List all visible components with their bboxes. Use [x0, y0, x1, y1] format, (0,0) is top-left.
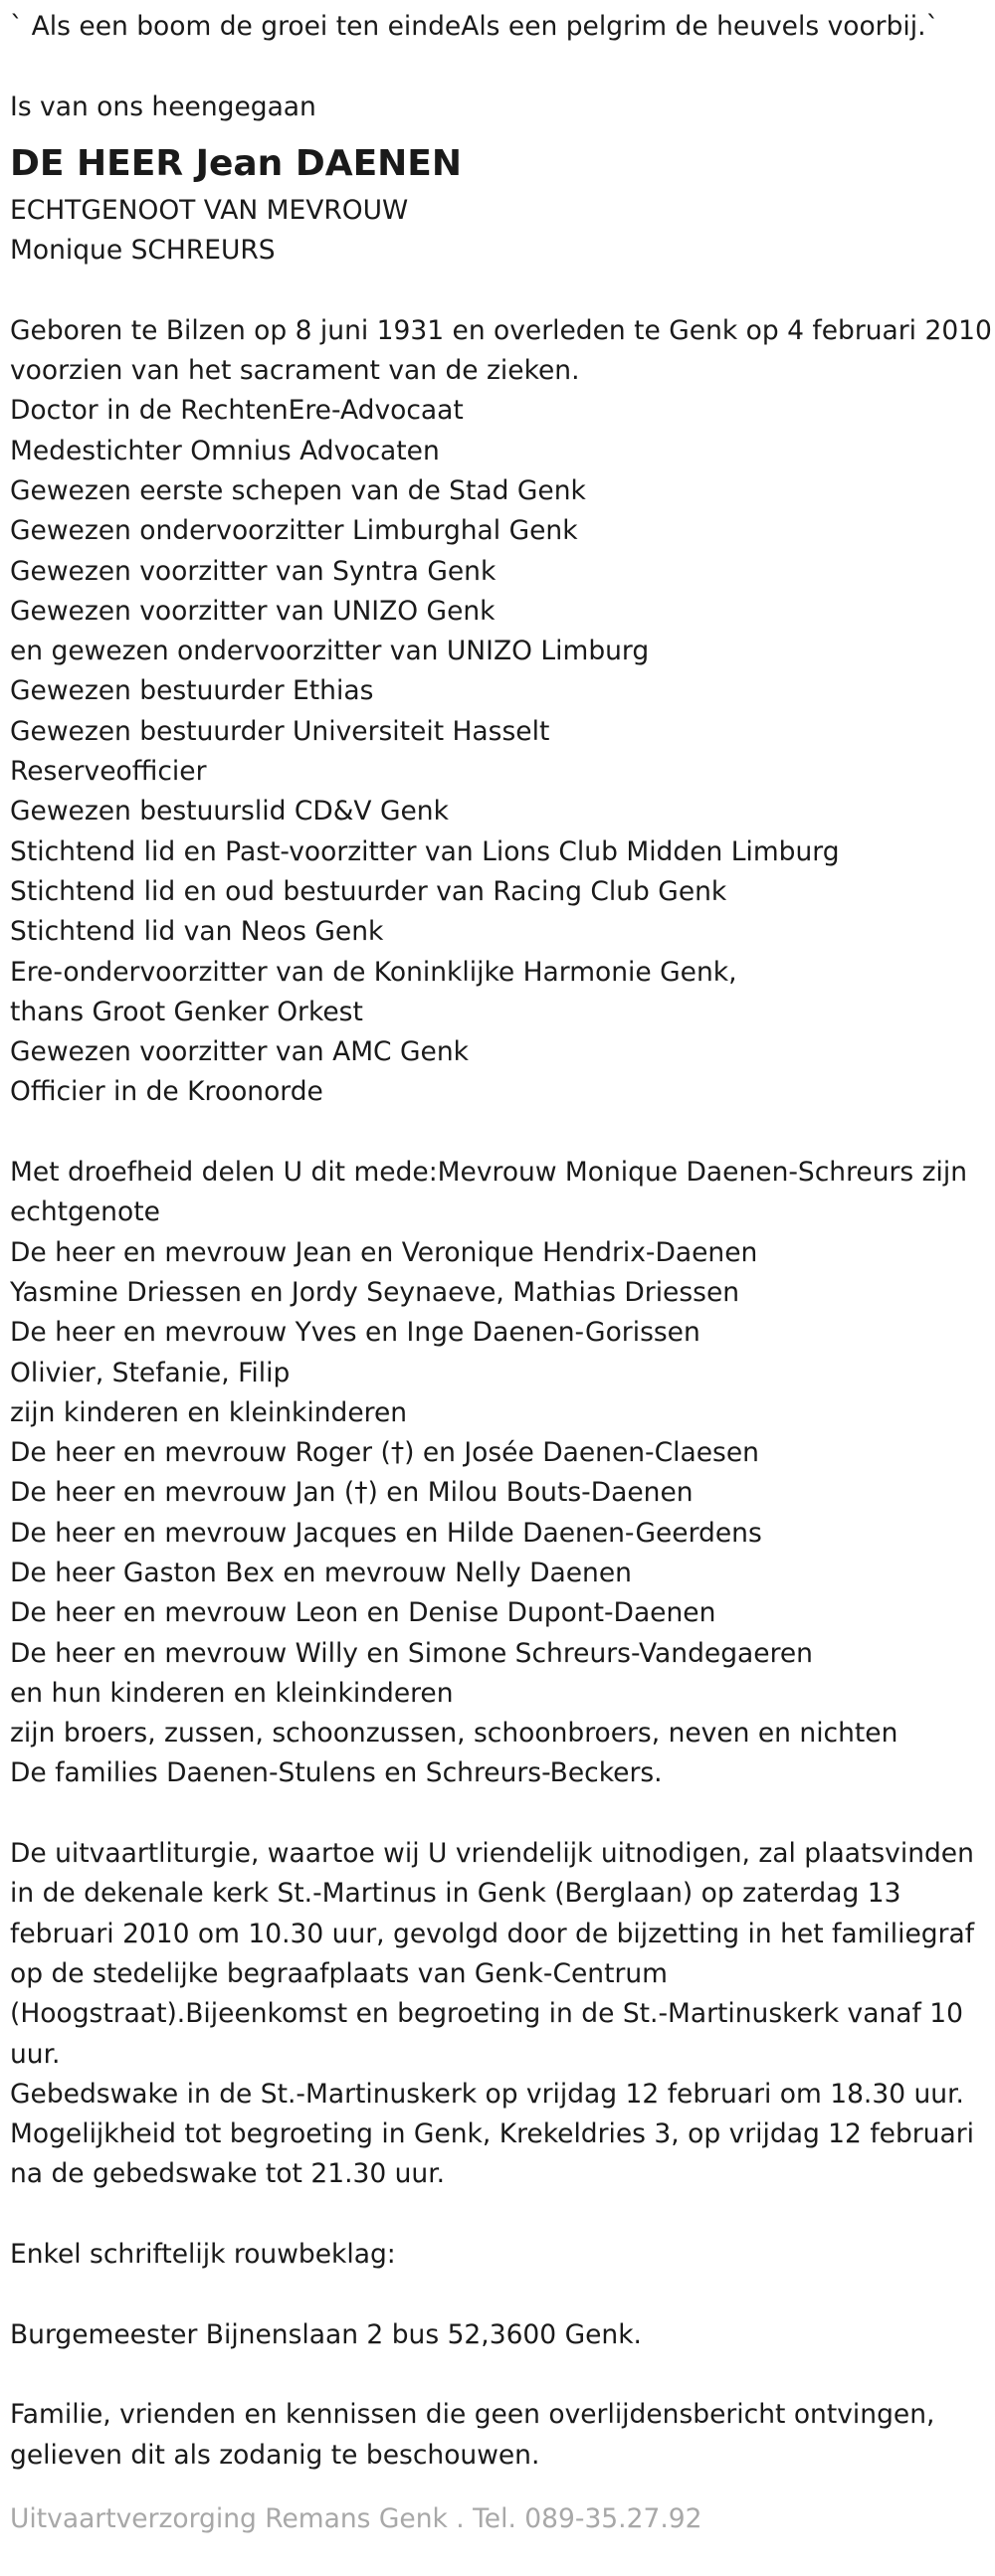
spacer [10, 2355, 990, 2395]
family-line: Yasmine Driessen en Jordy Seynaeve, Mathias Driessen [10, 1276, 740, 1308]
spouse-title: ECHTGENOOT VAN MEVROUW [10, 194, 409, 226]
condolence-label: Enkel schriftelijk rouwbeklag: [10, 2239, 396, 2271]
family-line: De heer Gaston Bex en mevrouw Nelly Daenen [10, 1557, 632, 1588]
obituary-notice [10, 0, 990, 2539]
opening-quote: ` Als een boom de groei ten eindeAls een pelgrim de heuvels voorbij.` [10, 11, 939, 42]
bio-line: Stichtend lid en oud bestuurder van Racing Club Genk [10, 875, 727, 907]
family-line: Met droefheid delen U dit mede:Mevrouw Monique Daenen-Schreurs zijn [10, 1157, 968, 1189]
family-line: De heer en mevrouw Roger (†) en Josée Daenen-Claesen [10, 1437, 759, 1469]
bio-line: Stichtend lid en Past-voorzitter van Lions Club Midden Limburg [10, 835, 840, 867]
service-line: (Hoogstraat).Bijeenkomst en begroeting in de St.-Martinuskerk vanaf 10 [10, 1998, 963, 2030]
deceased-name: DE HEER Jean DAENEN [10, 142, 463, 184]
service-line: Mogelijkheid tot begroeting in Genk, Krekeldries 3, op vrijdag 12 februari [10, 2118, 974, 2150]
closing-line: Familie, vrienden en kennissen die geen overlijdensbericht ontvingen, [10, 2399, 935, 2431]
spacer [10, 2275, 990, 2314]
bio-line: Gewezen voorzitter van Syntra Genk [10, 555, 497, 587]
family-line: De heer en mevrouw Jan (†) en Milou Bouts-Daenen [10, 1477, 694, 1509]
bio-line: Officier in de Kroonorde [10, 1076, 323, 1108]
bio-line: Gewezen ondervoorzitter Limburghal Genk [10, 515, 578, 547]
service-line: in de dekenale kerk St.-Martinus in Genk (Berglaan) op zaterdag 13 [10, 1878, 901, 1910]
spouse-name: Monique SCHREURS [10, 235, 276, 267]
service-section [10, 1834, 990, 2195]
closing-section [10, 2395, 990, 2476]
intro-text: Is van ons heengegaan [10, 91, 316, 122]
bio-line: Gewezen bestuurder Ethias [10, 675, 374, 707]
family-line: De heer en mevrouw Jean en Veronique Hendrix-Daenen [10, 1236, 758, 1268]
condolence-address: Burgemeester Bijnenslaan 2 bus 52,3600 Genk. [10, 2318, 642, 2350]
service-line: na de gebedswake tot 21.30 uur. [10, 2158, 446, 2190]
bio-line: Stichtend lid van Neos Genk [10, 916, 384, 948]
bio-line: Gewezen bestuurslid CD&V Genk [10, 796, 449, 828]
family-line: Olivier, Stefanie, Filip [10, 1357, 291, 1388]
bio-line: Gewezen bestuurder Universiteit Hasselt [10, 715, 550, 747]
family-line: zijn broers, zussen, schoonzussen, schoonbroers, neven en nichten [10, 1718, 898, 1749]
bio-line: Gewezen voorzitter van UNIZO Genk [10, 595, 496, 627]
closing-line: gelieven dit als zodanig te beschouwen. [10, 2439, 540, 2471]
spacer [10, 1113, 990, 1153]
spacer [10, 47, 990, 87]
family-line: echtgenote [10, 1196, 160, 1228]
bio-line: voorzien van het sacrament van de zieken. [10, 355, 580, 387]
service-line: uur. [10, 2038, 61, 2070]
bio-line: Medestichter Omnius Advocaten [10, 435, 440, 466]
family-line: De heer en mevrouw Leon en Denise Dupont-Daenen [10, 1597, 716, 1629]
service-line: De uitvaartliturgie, waartoe wij U vriendelijk uitnodigen, zal plaatsvinden [10, 1838, 974, 1870]
bio-line: Gewezen eerste schepen van de Stad Genk [10, 474, 586, 506]
family-section [10, 1153, 990, 1794]
family-line: De heer en mevrouw Yves en Inge Daenen-Gorissen [10, 1317, 700, 1349]
family-line: en hun kinderen en kleinkinderen [10, 1677, 454, 1709]
bio-line: Gewezen voorzitter van AMC Genk [10, 1036, 469, 1068]
spacer [10, 2195, 990, 2235]
bio-line: thans Groot Genker Orkest [10, 996, 363, 1027]
bio-line: Geboren te Bilzen op 8 juni 1931 en overleden te Genk op 4 februari 2010 [10, 314, 992, 346]
bio-line: Ere-ondervoorzitter van de Koninklijke Harmonie Genk, [10, 956, 737, 988]
funeral-home-footer: Uitvaartverzorging Remans Genk . Tel. 089-35.27.92 [10, 2502, 702, 2534]
service-line: Gebedswake in de St.-Martinuskerk op vrijdag 12 februari om 18.30 uur. [10, 2078, 964, 2110]
family-line: De families Daenen-Stulens en Schreurs-Beckers. [10, 1757, 663, 1789]
family-line: De heer en mevrouw Willy en Simone Schreurs-Vandegaeren [10, 1637, 813, 1669]
bio-line: en gewezen ondervoorzitter van UNIZO Limburg [10, 636, 650, 667]
bio-line: Reserveofficier [10, 756, 207, 788]
family-line: zijn kinderen en kleinkinderen [10, 1396, 408, 1428]
family-line: De heer en mevrouw Jacques en Hilde Daenen-Geerdens [10, 1517, 762, 1549]
service-line: op de stedelijke begraafplaats van Genk-Centrum [10, 1957, 668, 1989]
spacer [10, 1794, 990, 1834]
bio-line: Doctor in de RechtenEre-Advocaat [10, 395, 464, 427]
service-line: februari 2010 om 10.30 uur, gevolgd door de bijzetting in het familiegraf [10, 1918, 975, 1949]
spacer [10, 271, 990, 310]
biography-section [10, 311, 990, 1113]
